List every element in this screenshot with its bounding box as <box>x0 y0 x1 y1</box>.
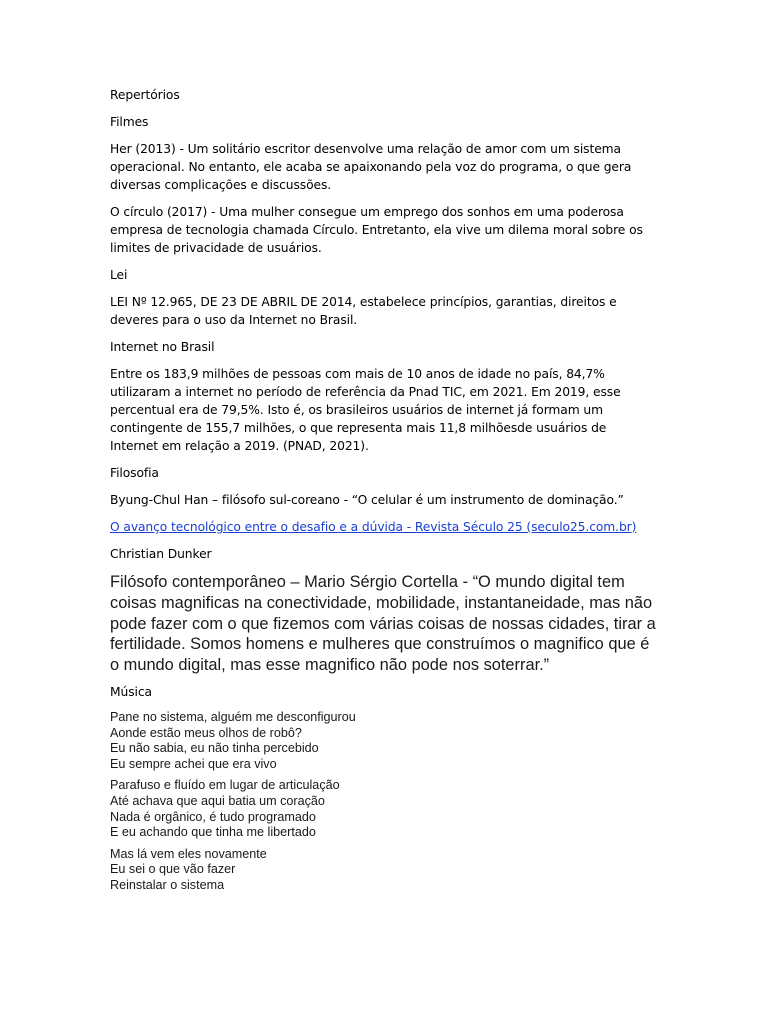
byung-chul-han-quote: Byung-Chul Han – filósofo sul-coreano - “O celular é um instrumento de dominação.” <box>110 493 624 507</box>
lyrics-stanza-3 <box>110 847 656 894</box>
heading-filosofia: Filosofia <box>110 466 159 480</box>
document-body <box>110 86 656 900</box>
film-her: Her (2013) - Um solitário escritor desenvolve uma relação de amor com um sistema operacional. No entanto, ele acaba se apaixonando pela voz do programa, o que gera diversas complicações e discussões. <box>110 142 632 192</box>
lyric-line: E eu achando que tinha me libertado <box>110 825 316 840</box>
lei-text: LEI Nº 12.965, DE 23 DE ABRIL DE 2014, estabelece princípios, garantias, direitos e deveres para o uso da Internet no Brasil. <box>110 295 617 327</box>
link-paragraph <box>110 518 656 536</box>
title-repertorios: Repertórios <box>110 88 180 102</box>
lyric-line: Mas lá vem eles novamente <box>110 846 267 861</box>
heading-musica: Música <box>110 684 152 699</box>
heading-internet-no-brasil: Internet no Brasil <box>110 340 215 354</box>
lyrics-stanza-1 <box>110 710 656 772</box>
lyric-line: Até achava que aqui batia um coração <box>110 793 325 808</box>
lyric-line: Eu não sabia, eu não tinha percebido <box>110 741 319 756</box>
heading-filmes: Filmes <box>110 115 149 129</box>
lyric-line: Parafuso e fluído em lugar de articulação <box>110 778 340 793</box>
cortella-quote: Filósofo contemporâneo – Mario Sérgio Cortella - “O mundo digital tem coisas magnificas na conectividade, mobilidade, instantaneidade, mas não pode fazer com o que fizemos com várias coisas de nossas cidades, tirar a fertilidade. Somos homens e mulheres que construímos o magnifico que é o mundo digital, mas esse magnifico não pode nos soterrar.” <box>110 573 656 675</box>
revista-seculo-25-link[interactable]: O avanço tecnológico entre o desafio e a dúvida - Revista Século 25 (seculo25.com.br) <box>110 520 637 534</box>
lyric-line: Nada é orgânico, é tudo programado <box>110 809 316 824</box>
christian-dunker: Christian Dunker <box>110 547 212 561</box>
film-o-circulo: O círculo (2017) - Uma mulher consegue um emprego dos sonhos em uma poderosa empresa de tecnologia chamada Círculo. Entretanto, ela vive um dilema moral sobre os limites de privacidade de usuários. <box>110 205 643 255</box>
lyric-line: Reinstalar o sistema <box>110 877 225 892</box>
lyric-line: Pane no sistema, alguém me desconfigurou <box>110 709 356 724</box>
lyric-line: Eu sei o que vão fazer <box>110 862 236 877</box>
lyric-line: Aonde estão meus olhos de robô? <box>110 725 302 740</box>
lyric-line: Eu sempre achei que era vivo <box>110 756 277 771</box>
internet-text: Entre os 183,9 milhões de pessoas com mais de 10 anos de idade no país, 84,7% utilizaram a internet no período de referência da Pnad TIC, em 2021. Em 2019, esse percentual era de 79,5%. Isto é, os brasileiros usuários de internet já formam um contingente de 155,7 milhões, o que representa mais 11,8 milhõesde usuários de Internet em relação a 2019. (PNAD, 2021). <box>110 367 621 453</box>
heading-lei: Lei <box>110 268 128 282</box>
lyrics-stanza-2 <box>110 778 656 840</box>
